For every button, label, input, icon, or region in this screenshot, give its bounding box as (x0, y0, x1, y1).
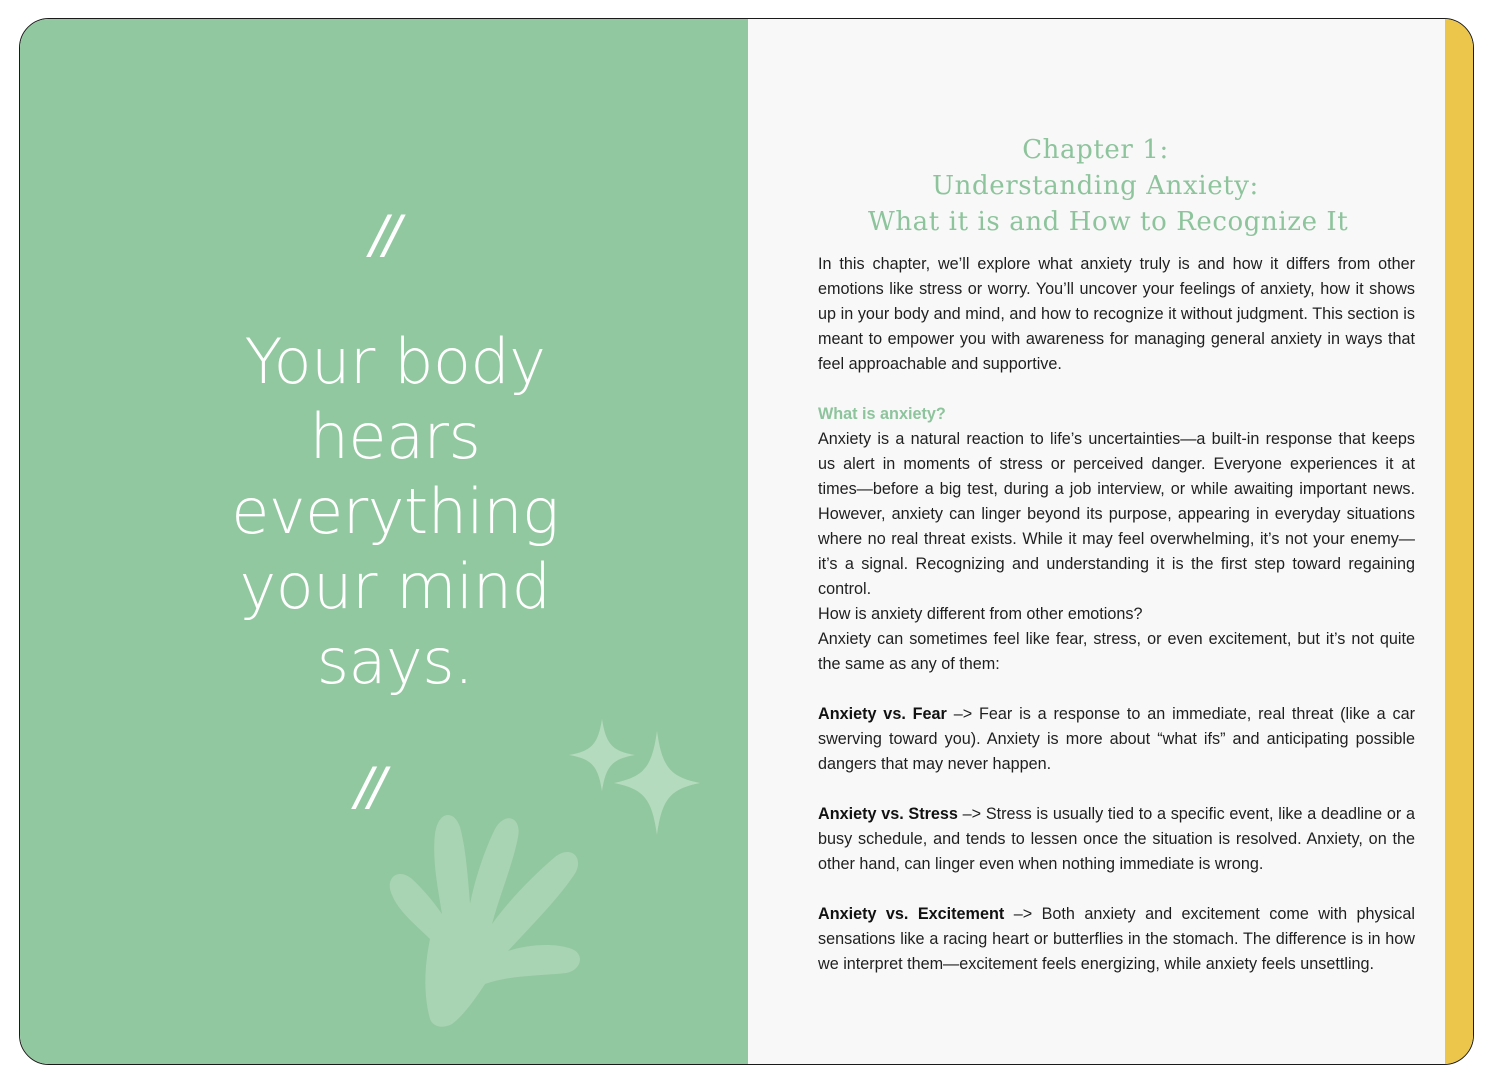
sparkle-icon (569, 719, 635, 791)
chapter-title (868, 132, 1349, 240)
pull-quote: Your body hears everything your mind says. (231, 325, 559, 698)
chapter-body (818, 252, 1415, 977)
comparison-excitement (818, 902, 1415, 977)
book-spread (19, 18, 1474, 1065)
comparison-stress (818, 802, 1415, 877)
chapter-title-line: What it is and How to Recognize It (868, 207, 1349, 237)
definition-paragraph: Anxiety is a natural reaction to life’s uncertainties—a built-in response that keeps us alert in moments of stress or perceived danger. Everyone experiences it at times—before a big test, during a job interview, or while awaiting important news. However, anxiety can linger beyond its purpose, appearing in everyday situations where no real threat exists. While it may feel overwhelming, it’s not your enemy—it’s a signal. Recognizing and understanding it is the first step toward regaining control. (818, 430, 1415, 598)
decorative-illustration (380, 699, 700, 1029)
close-quote-mark: // (355, 757, 383, 817)
chapter-title-line: Understanding Anxiety: (932, 171, 1259, 201)
comparison-intro: Anxiety can sometimes feel like fear, stress, or even excitement, but it’s not quite the same as any of them: (818, 630, 1415, 673)
comparison-text: –> Both anxiety and excitement come with physical sensations like a racing heart or butterflies in the stomach. The difference is in how we interpret them—excitement feels energizing, while anxiety feels unsettling. (818, 905, 1415, 973)
page-edge (1445, 19, 1473, 1064)
comparison-text: –> Stress is usually tied to a specific event, like a deadline or a busy schedule, and tends to lessen once the situation is resolved. Anxiety, on the other hand, can linger even when nothing immediate is wrong. (818, 805, 1415, 873)
comparison-text: –> Fear is a response to an immediate, real threat (like a car swerving toward you). Anxiety is more about “what ifs” and anticipating possible dangers that may never happen. (818, 705, 1416, 773)
intro-paragraph: In this chapter, we’ll explore what anxiety truly is and how it differs from other emotions like stress or worry. You’ll uncover your feelings of anxiety, how it shows up in your body and mind, and how to recognize it without judgment. This section is meant to empower you with awareness for managing general anxiety in ways that feel approachable and supportive. (818, 255, 1415, 373)
sparkle-icon (614, 731, 700, 835)
section-heading: What is anxiety? (818, 405, 946, 423)
open-quote-mark: // (370, 205, 398, 265)
question-line: How is anxiety different from other emotions? (818, 605, 1143, 623)
comparison-term: Anxiety vs. Fear (818, 705, 947, 723)
leaf-icon (390, 815, 580, 1027)
right-page (748, 19, 1447, 1064)
comparison-term: Anxiety vs. Stress (818, 805, 958, 823)
comparison-fear (818, 702, 1415, 777)
left-page (20, 19, 748, 1064)
comparison-term: Anxiety vs. Excitement (818, 905, 1005, 923)
chapter-title-line: Chapter 1: (1022, 135, 1169, 165)
